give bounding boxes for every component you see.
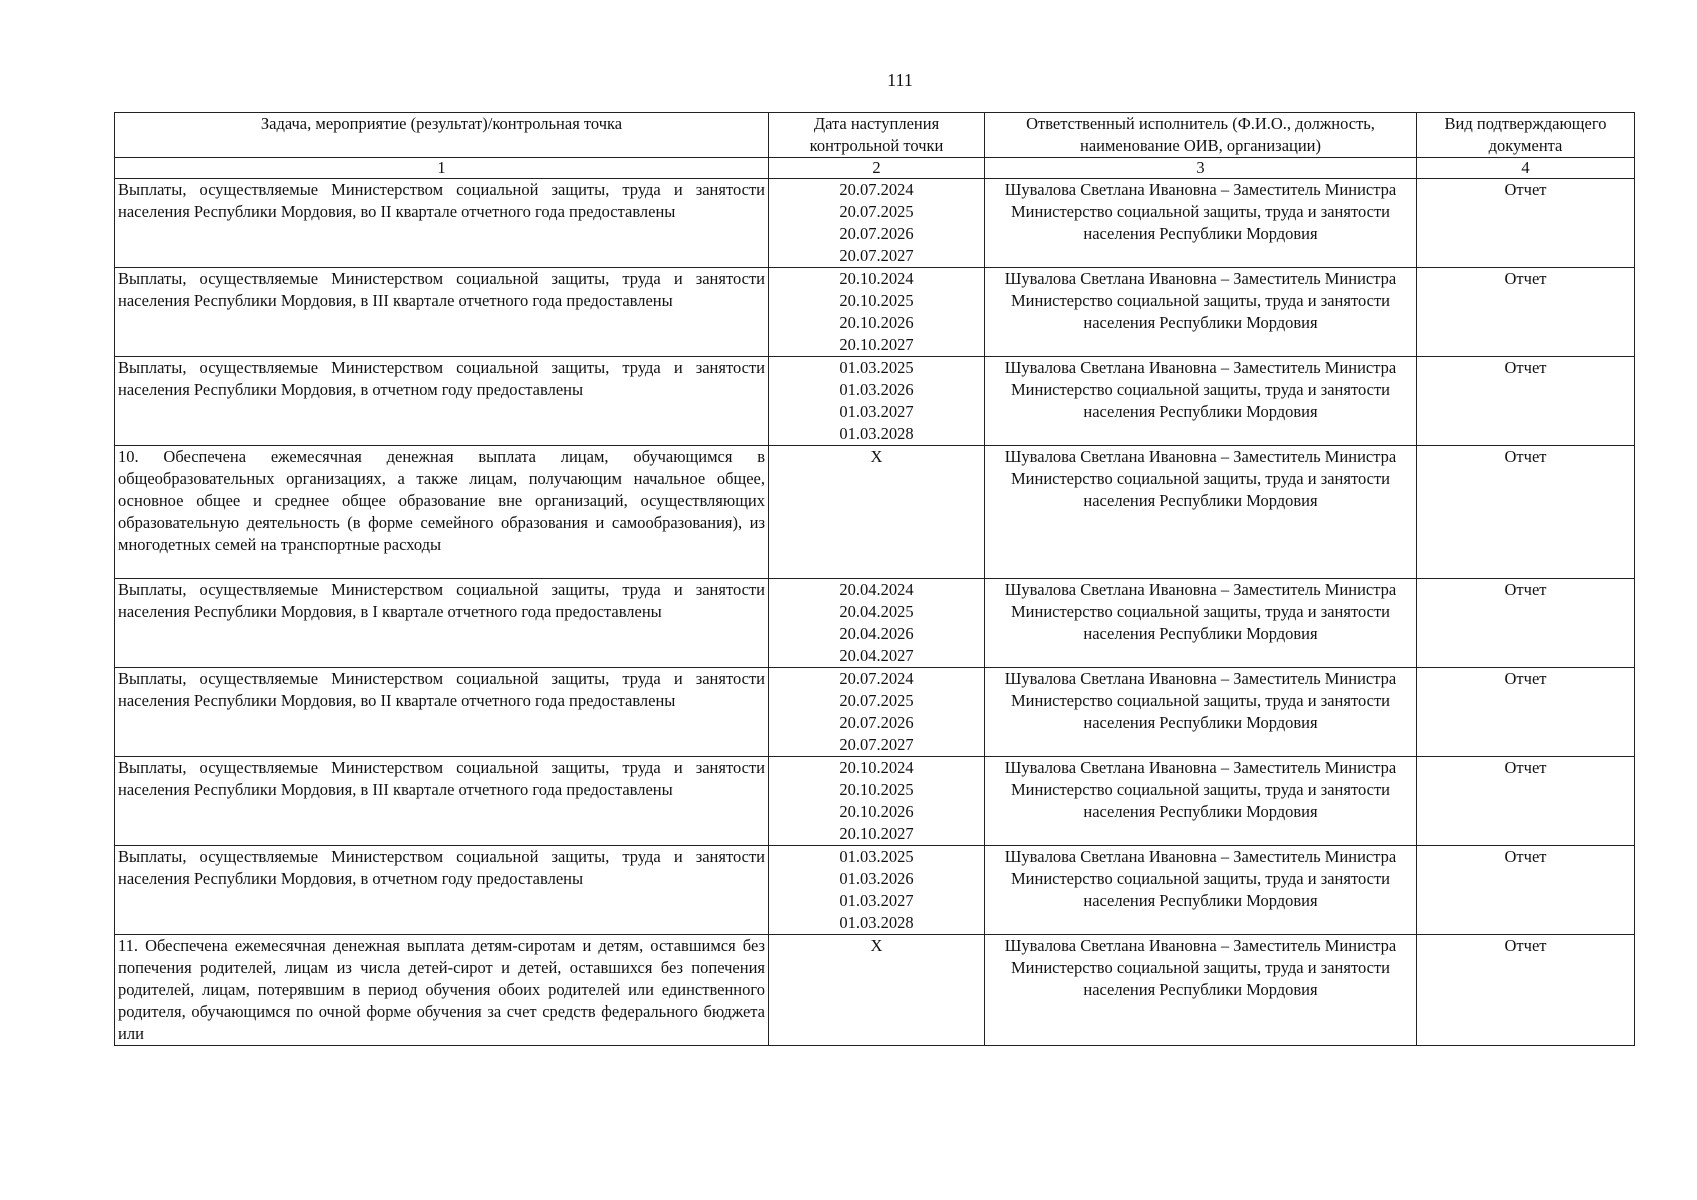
task-cell: 10. Обеспечена ежемесячная денежная выплата лицам, обучающимся в общеобразовательных организациях, а также лицам, получающим начальное общее, основное общее и среднее общее образование вне организаций, осуществляющих образовательную деятельность (в форме семейного образования и самообразования), из многодетных семей на транспортные расходы	[115, 446, 769, 579]
date-value: 20.10.2026	[839, 802, 914, 821]
executor-name: Шувалова Светлана Ивановна – Заместитель Министра	[1004, 936, 1397, 955]
executor-name: Шувалова Светлана Ивановна – Заместитель Министра	[1004, 358, 1397, 377]
table-row	[115, 846, 1635, 935]
document-cell: Отчет	[1417, 268, 1635, 357]
dates-cell	[769, 357, 985, 446]
executor-org: Министерство социальной защиты, труда и занятости населения Республики Мордовия	[1010, 780, 1390, 821]
executor-name: Шувалова Светлана Ивановна – Заместитель Министра	[1004, 180, 1397, 199]
date-value: 20.07.2026	[839, 713, 914, 732]
date-value: 20.07.2027	[839, 246, 914, 265]
control-points-table	[114, 112, 1635, 1046]
date-value: 20.10.2027	[839, 335, 914, 354]
task-cell: Выплаты, осуществляемые Министерством социальной защиты, труда и занятости населения Республики Мордовия, во II квартале отчетного года предоставлены	[115, 668, 769, 757]
column-number: 1	[115, 158, 769, 179]
header-document: Вид подтверждающего документа	[1417, 113, 1635, 158]
date-value: 20.07.2025	[839, 691, 914, 710]
date-value: 01.03.2025	[839, 358, 914, 377]
date-value: 20.04.2026	[839, 624, 914, 643]
date-value: 01.03.2025	[839, 847, 914, 866]
executor-name: Шувалова Светлана Ивановна – Заместитель Министра	[1004, 580, 1397, 599]
date-value: X	[870, 447, 883, 466]
executor-name: Шувалова Светлана Ивановна – Заместитель Министра	[1004, 447, 1397, 466]
dates-cell	[769, 668, 985, 757]
date-value: 20.04.2025	[839, 602, 914, 621]
page-number: 111	[887, 70, 913, 90]
table-row	[115, 446, 1635, 579]
date-value: 01.03.2027	[839, 402, 914, 421]
table-row	[115, 357, 1635, 446]
task-cell: Выплаты, осуществляемые Министерством социальной защиты, труда и занятости населения Республики Мордовия, в отчетном году предоставлены	[115, 357, 769, 446]
dates-cell	[769, 935, 985, 1046]
executor-org: Министерство социальной защиты, труда и занятости населения Республики Мордовия	[1010, 202, 1390, 243]
date-value: 01.03.2026	[839, 869, 914, 888]
dates-cell	[769, 179, 985, 268]
executor-cell	[985, 179, 1417, 268]
executor-org: Министерство социальной защиты, труда и занятости населения Республики Мордовия	[1010, 469, 1390, 510]
executor-name: Шувалова Светлана Ивановна – Заместитель Министра	[1004, 758, 1397, 777]
date-value: X	[870, 936, 883, 955]
document-cell: Отчет	[1417, 579, 1635, 668]
date-value: 20.04.2027	[839, 646, 914, 665]
executor-cell	[985, 268, 1417, 357]
task-cell: Выплаты, осуществляемые Министерством социальной защиты, труда и занятости населения Республики Мордовия, в III квартале отчетного года предоставлены	[115, 757, 769, 846]
table-row	[115, 935, 1635, 1046]
executor-org: Министерство социальной защиты, труда и занятости населения Республики Мордовия	[1010, 691, 1390, 732]
task-cell: Выплаты, осуществляемые Министерством социальной защиты, труда и занятости населения Республики Мордовия, в I квартале отчетного года предоставлены	[115, 579, 769, 668]
date-value: 20.10.2024	[839, 758, 914, 777]
table-row	[115, 179, 1635, 268]
document-cell: Отчет	[1417, 446, 1635, 579]
document-cell: Отчет	[1417, 357, 1635, 446]
executor-cell	[985, 846, 1417, 935]
document-cell: Отчет	[1417, 668, 1635, 757]
date-value: 01.03.2027	[839, 891, 914, 910]
header-date: Дата наступления контрольной точки	[769, 113, 985, 158]
document-cell: Отчет	[1417, 757, 1635, 846]
executor-org: Министерство социальной защиты, труда и занятости населения Республики Мордовия	[1010, 958, 1390, 999]
dates-cell	[769, 579, 985, 668]
dates-cell	[769, 446, 985, 579]
executor-name: Шувалова Светлана Ивановна – Заместитель Министра	[1004, 847, 1397, 866]
executor-cell	[985, 668, 1417, 757]
date-value: 20.10.2024	[839, 269, 914, 288]
executor-cell	[985, 357, 1417, 446]
table-row	[115, 579, 1635, 668]
executor-cell	[985, 579, 1417, 668]
date-value: 20.07.2027	[839, 735, 914, 754]
executor-org: Министерство социальной защиты, труда и занятости населения Республики Мордовия	[1010, 380, 1390, 421]
task-cell: Выплаты, осуществляемые Министерством социальной защиты, труда и занятости населения Республики Мордовия, во II квартале отчетного года предоставлены	[115, 179, 769, 268]
date-value: 20.07.2026	[839, 224, 914, 243]
executor-org: Министерство социальной защиты, труда и занятости населения Республики Мордовия	[1010, 291, 1390, 332]
task-cell: 11. Обеспечена ежемесячная денежная выплата детям-сиротам и детям, оставшимся без попечения родителей, лицам из числа детей-сирот и детей, оставшихся без попечения родителей, лицам, потерявшим в период обучения обоих родителей или единственного родителя, обучающимся по очной форме обучения за счет средств федерального бюджета или	[115, 935, 769, 1046]
date-value: 01.03.2028	[839, 913, 914, 932]
header-executor: Ответственный исполнитель (Ф.И.О., должность, наименование ОИВ, организации)	[985, 113, 1417, 158]
column-numbers-row	[115, 158, 1635, 179]
date-value: 20.10.2026	[839, 313, 914, 332]
document-cell: Отчет	[1417, 179, 1635, 268]
column-number: 2	[769, 158, 985, 179]
executor-cell	[985, 757, 1417, 846]
executor-cell	[985, 935, 1417, 1046]
dates-cell	[769, 846, 985, 935]
column-number: 3	[985, 158, 1417, 179]
date-value: 20.07.2024	[839, 180, 914, 199]
executor-org: Министерство социальной защиты, труда и занятости населения Республики Мордовия	[1010, 869, 1390, 910]
document-cell: Отчет	[1417, 935, 1635, 1046]
dates-cell	[769, 757, 985, 846]
date-value: 20.10.2025	[839, 780, 914, 799]
date-value: 20.07.2024	[839, 669, 914, 688]
date-value: 01.03.2026	[839, 380, 914, 399]
executor-name: Шувалова Светлана Ивановна – Заместитель Министра	[1004, 669, 1397, 688]
executor-name: Шувалова Светлана Ивановна – Заместитель Министра	[1004, 269, 1397, 288]
date-value: 20.04.2024	[839, 580, 914, 599]
header-task: Задача, мероприятие (результат)/контрольная точка	[115, 113, 769, 158]
dates-cell	[769, 268, 985, 357]
task-cell: Выплаты, осуществляемые Министерством социальной защиты, труда и занятости населения Республики Мордовия, в отчетном году предоставлены	[115, 846, 769, 935]
table-row	[115, 757, 1635, 846]
date-value: 20.10.2027	[839, 824, 914, 843]
table-header-row	[115, 113, 1635, 158]
table-row	[115, 668, 1635, 757]
document-cell: Отчет	[1417, 846, 1635, 935]
executor-cell	[985, 446, 1417, 579]
table-row	[115, 268, 1635, 357]
executor-org: Министерство социальной защиты, труда и занятости населения Республики Мордовия	[1010, 602, 1390, 643]
task-cell: Выплаты, осуществляемые Министерством социальной защиты, труда и занятости населения Республики Мордовия, в III квартале отчетного года предоставлены	[115, 268, 769, 357]
date-value: 01.03.2028	[839, 424, 914, 443]
date-value: 20.10.2025	[839, 291, 914, 310]
date-value: 20.07.2025	[839, 202, 914, 221]
column-number: 4	[1417, 158, 1635, 179]
